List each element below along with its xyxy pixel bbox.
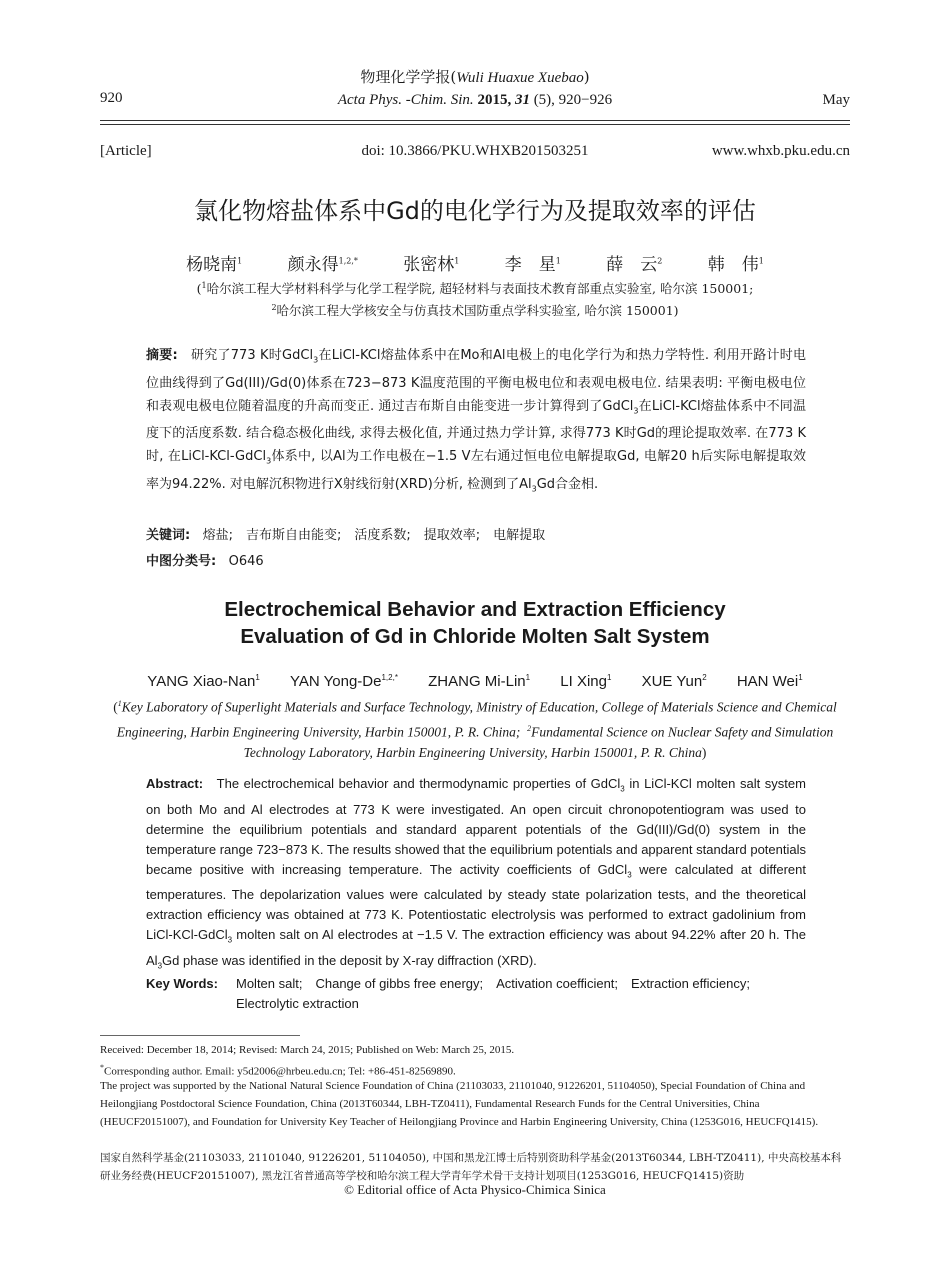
footnote-corresponding: *Corresponding author. Email: y5d2006@hrbeu.edu.cn; Tel: +86-451-82569890. [100, 1063, 456, 1078]
author-cn: 张密林$^1$ [403, 255, 460, 275]
title-en: Electrochemical Behavior and Extraction Efficiency Evaluation of Gd in Chloride Molten Salt System [224, 598, 726, 648]
header-rule-top [100, 120, 850, 121]
journal-name-line: 物理化学学报(Wuli Huaxue Xuebao) [360, 68, 590, 86]
author-cn: 韩 伟$^1$ [707, 255, 764, 275]
affiliation-en: ($^1$Key Laboratory of Superlight Materials and Surface Technology, Ministry of Education, College of Materials Science and Chemical Engineering, Harbin Engineering University, Harbin 150001, P. R. China; $^2$Fundamental Science on Nuclear Safety and Simulation Technology Laboratory, Harbin Engineering University, Harbin 150001, P. R. China) [113, 699, 837, 760]
classification-cn [146, 550, 264, 569]
keywords-en-line1: Molten salt; Change of gibbs free energy; Activation coefficient; Extraction efficiency; [236, 976, 751, 991]
keywords-en-label: Key Words: [146, 976, 218, 991]
author-cn: 李 星$^1$ [504, 255, 561, 275]
classification-cn-value: O646 [228, 554, 264, 569]
journal-month: May [822, 92, 850, 108]
author-en: YANG Xiao-Nan$^1$ [147, 673, 260, 690]
author-cn: 杨晓南$^1$ [186, 255, 243, 275]
footnote-funding-en: The project was supported by the National Natural Science Foundation of China (21103033, 21101040, 91226201, 51104050), Special Foundation of China and Heilongjiang Postdoctoral Science Foundation, China (2013T60344, LBH-TZ0411), Fundamental Research Funds for the Central Universities, China (HEUCF20151007), and Foundation for University Key Teacher of Heilongjiang Province and Harbin Engineering University, China (1253G016, HEUCFQ1415). [100, 1080, 819, 1128]
abstract-en-label: Abstract: [146, 776, 204, 791]
journal-abbr: Acta Phys. -Chim. Sin. [337, 92, 474, 108]
author-cn: 颜永得$^{1,2,*}$ [287, 255, 358, 275]
keywords-cn-label: 关键词: [146, 528, 191, 543]
abstract-cn-label: 摘要: [146, 348, 178, 363]
author-en: YAN Yong-$De^{1,2,*}$ [290, 673, 398, 690]
header-rule-bottom [100, 124, 850, 125]
journal-website: www.whxb.pku.edu.cn [711, 143, 850, 159]
abstract-en: Abstract: The electrochemical behavior and thermodynamic properties of GdCl$_3$ in LiCl-KCl molten salt system on both Mo and Al electrodes at 773 K were investigated. An open circuit chronopotentiogram was used to determine the equilibrium potentials and standard apparent potentials of the Gd(III)/Gd(0) system in the temperature range 723−873 K. The results showed that the equilibrium potentials and apparent standard potentials became positive with increasing temperature. The activity coefficients of GdCl$_3$ were calculated at different temperatures. The depolarization values were calculated by steady state polarization tests, and the theoretical extraction efficiency was obtained at 773 K. Potentiostatic electrolysis was performed to extract gadolinium from LiCl-KCl-GdCl$_3$ molten salt on Al electrodes at −1.5 V. The extraction efficiency was about 94.22% after 20 h. The $Al_3Gd$ phase was identified in the deposit by X-ray diffraction (XRD). [146, 776, 806, 971]
page-number: 920 [100, 90, 123, 106]
footnote-rule [100, 1035, 300, 1036]
journal-volume: 31 [514, 92, 530, 108]
keywords-en [146, 974, 806, 1014]
footnote-funding-cn: 国家自然科学基金(21103033, 21101040, 91226201, 51104050), 中国和黑龙江博士后特别资助科学基金(2013T60344, LBH-TZ0411), 中央高校基本科研业务经费(HEUCF20151007), 黑龙江省普通高等学校和哈尔滨工程大学青年学术骨干支持计划项目(1253G016, HEUCFQ1415)资助 [100, 1152, 842, 1182]
footnote-received: Received: December 18, 2014; Revised: March 24, 2015; Published on Web: March 25, 2015. [100, 1044, 515, 1056]
author-en: HAN Wei$^1$ [736, 673, 803, 690]
classification-cn-label: 中图分类号: [146, 554, 217, 569]
title-cn: 氯化物熔盐体系中Gd的电化学行为及提取效率的评估 [194, 197, 756, 225]
affiliation-cn-2: $^2$哈尔滨工程大学核安全与仿真技术国防重点学科实验室, 哈尔滨 150001) [271, 302, 679, 318]
journal-cn: 物理化学学报 [360, 68, 451, 86]
authors-en [100, 673, 850, 690]
author-en: XUE Yun$^2$ [641, 673, 707, 690]
journal-year: 2015, [477, 92, 512, 108]
keywords-en-line2: Electrolytic extraction [236, 996, 359, 1011]
doi: doi: 10.3866/PKU.WHXB201503251 [361, 143, 589, 159]
article-type: [Article] [100, 143, 152, 159]
journal-issue-pages: (5), 920−926 [533, 92, 613, 108]
journal-pinyin: Wuli Huaxue Xuebao [456, 70, 584, 86]
author-cn: 薛 云$^2$ [606, 255, 663, 275]
author-en: ZHANG Mi-Lin$^1$ [428, 673, 531, 690]
abstract-cn: 摘要: 研究了773 K时GdCl$_3$在LiCl-KCl熔盐体系中在Mo和Al电极上的电化学行为和热力学特性. 利用开路计时电位曲线得到了Gd(III)/Gd(0)体系在723−873 K温度范围的平衡电极电位和表观电极电位. 结果表明: 平衡电极电位和表观电极电位随着温度的升高而变正. 通过吉布斯自由能变进一步计算得到了GdCl$_3$在LiCl-KCl熔盐体系中不同温度下的活度系数. 结合稳态极化曲线, 求得去极化值, 并通过热力学计算, 求得773 K时Gd的理论提取效率. 在773 K时, 在LiCl-KCl-GdCl$_3$体系中, 以Al为工作电极在−1.5 V左右通过恒电位电解提取Gd, 电解20 h后实际电解提取效率为94.22%. 对电解沉积物进行X射线衍射(XRD)分析, 检测到了$Al_3Gd$合金相. [146, 348, 806, 494]
affiliation-cn-1: ($^1$哈尔滨工程大学材料科学与化学工程学院, 超轻材料与表面技术教育部重点实验室, 哈尔滨 150001; [196, 280, 754, 296]
keywords-cn [146, 524, 545, 543]
copyright: © Editorial office of Acta Physico-Chimica Sinica [344, 1182, 606, 1197]
author-en: LI Xing$^1$ [560, 673, 612, 690]
journal-citation-line [0, 92, 950, 109]
authors-cn [100, 250, 850, 275]
keywords-cn-items: 熔盐; 吉布斯自由能变; 活度系数; 提取效率; 电解提取 [202, 528, 546, 543]
